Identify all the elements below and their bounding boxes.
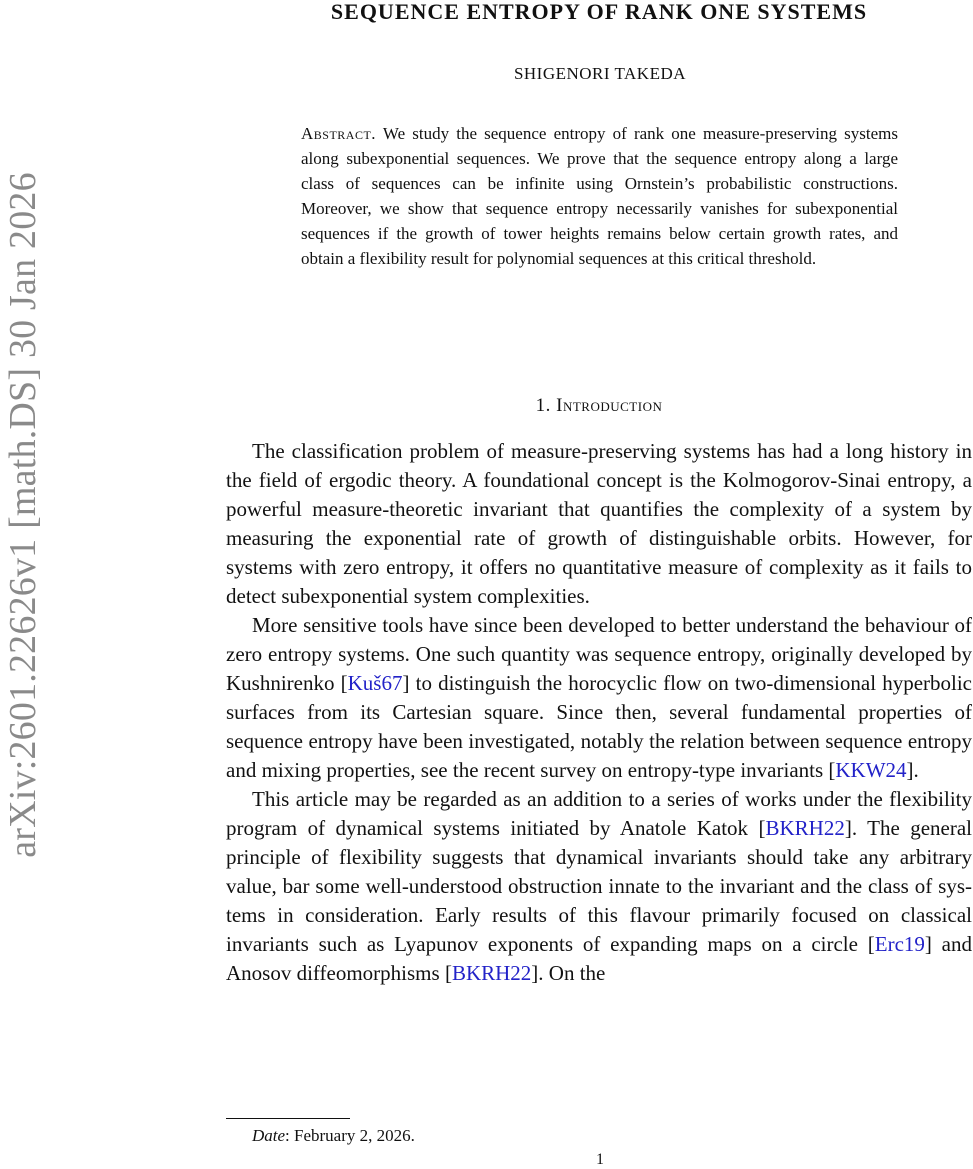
paragraph-3: [226, 785, 972, 988]
body-text: [226, 437, 972, 988]
abstract-text: We study the sequence entropy of rank one measure-preserving systems along subexponential sequences. We prove that the sequence entropy along a large class of sequences can be infinite using Ornstein’s probabilistic constructions. Moreover, we show that sequence entropy necessarily vanishes for subexponential sequences if the growth of tower heights remains below certain growth rates, and obtain a flexibility result for polynomial sequences at this critical threshold.: [301, 124, 898, 268]
paper-author: SHIGENORI TAKEDA: [513, 64, 687, 83]
footnote-label: Date: [252, 1126, 286, 1145]
paragraph-3-text-3: ] and Anosov diffeomorphisms [: [226, 932, 972, 985]
paragraph-1: The classification problem of measure-preserving systems has had a long history in the field of ergodic theory. A foundational concept is the Kolmogorov-Sinai entropy, a powerful measure-theoretic invariant that quantifies the complexity of a system by measuring the exponential rate of growth of distinguishable orbits. However, for systems with zero entropy, it offers no quantitative measure of complexity as it fails to detect subexponential system complexities.: [226, 439, 972, 608]
paragraph-3-text-1: This article may be regarded as an addition to a series of works under the flexibility program of dynamical systems initiated by Anatole Katok [: [226, 787, 972, 840]
paragraph-2-text-2: ] to distinguish the horocyclic flow on two-dimensional hyperbolic surfaces from its Cartesian square. Since then, several fundamental properties of sequence entropy have been investigated, notably the relation between sequence entropy and mixing properties, see the recent survey on entropy-type invariants [: [226, 671, 972, 782]
section-title: Introduction: [556, 395, 663, 416]
citation-erc19[interactable]: Erc19: [874, 932, 925, 956]
citation-kus67[interactable]: Kuš67: [347, 671, 403, 695]
paragraph-3-text-2: ]. The general principle of flexibility suggests that dynamical invariants should take any arbitrary value, bar some well-understood obstruction innate to the invariant and the class of systems in consideration. Early results of this flavour primarily focused on classical invariants such as Lyapunov exponents of expanding maps on a circle [: [226, 816, 972, 956]
citation-kkw24[interactable]: KKW24: [835, 758, 907, 782]
section-heading: [225, 395, 973, 417]
page-number: 1: [596, 1151, 604, 1168]
arxiv-identifier: arXiv:2601.22626v1 [math.DS] 30 Jan 2026: [2, 172, 44, 858]
paragraph-3-text-4: ]. On the: [531, 961, 606, 985]
abstract: [301, 121, 898, 271]
abstract-label: Abstract.: [301, 124, 377, 143]
footnote: [252, 1126, 415, 1146]
arxiv-stamp: [0, 130, 46, 900]
footnote-rule: [226, 1118, 350, 1119]
paragraph-2: [226, 611, 972, 785]
paragraph-2-text-1: More sensitive tools have since been developed to better understand the behaviour of zero entropy systems. One such quantity was sequence entropy, originally developed by Kushnirenko [: [226, 613, 972, 695]
paragraph-2-text-3: ].: [906, 758, 919, 782]
citation-bkrh22[interactable]: BKRH22: [765, 816, 845, 840]
paper-title: SEQUENCE ENTROPY OF RANK ONE SYSTEMS: [330, 0, 868, 24]
citation-bkrh22-second[interactable]: BKRH22: [451, 961, 532, 985]
section-number: 1.: [535, 395, 551, 416]
footnote-text: : February 2, 2026.: [285, 1126, 415, 1145]
